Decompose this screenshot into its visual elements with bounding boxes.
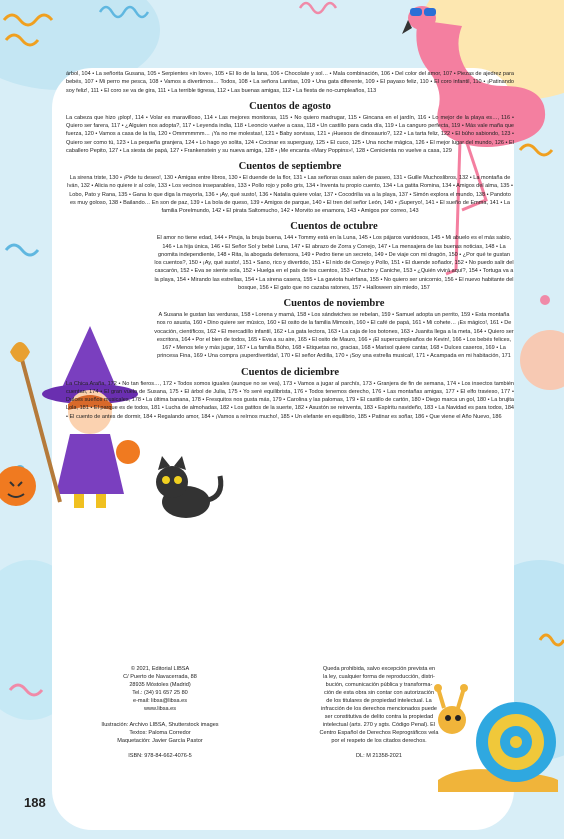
legal-line: ción de esta obra sin contar con autorización — [323, 689, 435, 696]
legal-line: Centro Español de Derechos Reprográficos vela — [319, 729, 439, 736]
section-octubre — [66, 221, 514, 292]
credit-line: e-mail: libsa@libsa.es — [132, 697, 188, 704]
legal-line: la ley, cualquier forma de reproducción, distri- — [323, 673, 435, 680]
legal-line: por el respeto de los citados derechos. — [331, 737, 427, 744]
credit-line: Maquetación: Javier García Pastor — [117, 737, 203, 744]
publisher-info — [60, 666, 260, 761]
section-text: La sirena triste, 130 • ¡Pide tu deseo!, 130 • Amigas entre libros, 130 • El duende de la flor, 131 • Las señoras osas salen de paseo, 131 • Guille Muchoslibros, 132 • La montaña de Iván, 132 • Alicia no quiere ir al cole, 133 • Los vecinos inseparables, 133 • Pollo rojo y pollo gris, 134 • Inventa tu propio cuento, 134 • La gatita Romina, 134 • Amigos del alma, 135 • Lobo, Pato y Rana, 135 • Gana lo que diga la mayoría, 136 • ¡Ay, qué susto!, 136 • Natalia quiere volar, 137 • Cocodrilia va a la playa, 137 • Simón explora el mundo, 138 • Pandoto es muy goloso, 138 • Bailando… En son de paz, 139 • La bola de queso, 139 • Amigos de parque, 140 • El tren del señor León, 140 • ¡Superyo!, 141 • El sueño de Emma, 141 • La familia Porelmundo, 142 • El pirata Saltomucho, 142 • Morvito se enamora, 143 • Amigos por correo, 143 — [67, 175, 513, 214]
legal-deposit: DL: M 21358-2021 — [356, 753, 402, 760]
section-title: Cuentos de agosto — [249, 100, 331, 112]
legal-line: ser constitutiva de delito contra la propiedad — [324, 713, 434, 720]
section-text: El amor no tiene edad, 144 • Piruja, la bruja buena, 144 • Tommy está en la Luna, 145 • Los pájaros vanidosos, 145 • Mi abuelo es el más sabio, 146 • La hija única, 146 • El Señor Sol y bebé Luna, 147 • El abrazo de Zorra y Conejo, 147 • La mensajera de las buenas noticias, 148 • La gnomita independiente, 148 • Rita, la abogada defensora, 149 • Pedro tiene un secreto, 149 • De viaje con mi dragón, 150 • ¿Por qué te gustan los cuentos?, 150 • ¡Ay, qué susto!, 151 • Sano, rico y divertido, 151 • El nido de Conejo y Pollo, 151 • El duende soñador, 152 • No puedo salir del cascarón, 152 • Eva se siente sola, 152 • Huelga en el país de los cuentos, 153 • Chucho y Caniche, 153 • ¿Quién vivirá aquí?, 154 • Tortuga va a la playa, 154 • Mirando las estrellas, 154 • La sirena casera, 155 • La gaviota huérfana, 155 • No quiero ser unicornio, 156 • El nuevo habitante del bosque, 156 • El gato que no cazaba ratones, 157 • Halloween sin miedo, 157 — [154, 235, 514, 291]
legal-line: bución, comunicación pública y transforma- — [325, 681, 433, 688]
legal-line: intelectual (arts. 270 y sgts. Código Penal). El — [322, 721, 436, 728]
cat-illustration — [148, 452, 228, 522]
section-title: Cuentos de octubre — [290, 221, 378, 233]
legal-line: infracción de los derechos mencionados puede — [321, 705, 437, 712]
credit-line: Tel.: (34) 91 657 25 80 — [132, 689, 188, 696]
credit-line: Ilustración: Archivo LIBSA, Shutterstock images — [101, 721, 219, 728]
credit-line: Textos: Paloma Corredor — [129, 729, 191, 736]
section-septiembre — [66, 161, 514, 215]
section-text: A Susana le gustan las verduras, 158 • Lorena y mamá, 158 • Los sándwiches se rebelan, 159 • Samuel adopta un perrito, 159 • Esta montaña nos ro asusta, 160 • Dino quiere ser músico, 160 • El osito de la familia Mimosín, 160 • El café de papá, 161 • Mi cohete… ¡Es mágico!, 161 • De vocación, científicos, 162 • El mercadillo infantil, 162 • La gata lectora, 163 • La caja de los botones, 163 • Juanita llega a la meta, 164 • Quiero ser escritora, 164 • Por el bien de todos, 165 • Eva a su aire, 165 • El osito de Mauro, 166 • ¡El supercumpleaños de Kevin!, 166 • Los bebés felices, 167 • Menos tele y más jugar, 167 • La familia Búho, 168 • Etiquetas no, gracias, 168 • Marisol quiere cantar, 168 • Dulces caseros, 169 • La princesa Fina, 169 • Una compra ¡superdivertida!, 170 • El señor Ardilla, 170 • ¡Soy una estrella musical!, 171 • Acampada en mi habitación, 171 — [154, 312, 514, 360]
credit-line: © 2021, Editorial LIBSA — [130, 666, 190, 672]
section-noviembre — [66, 298, 514, 361]
intro-paragraph: árbol, 104 • La señorita Gusana, 105 • Serpientes «in love», 105 • El lío de la lana, 106 • Chocolate y sol… • Mala combinación, 106 • Del color del amor, 107 • Piezas de ajedrez para bebés, 107 • Mi perro me pesca, 108 • Vamos a divertirnos… Todos, 108 • La señora Lanitas, 109 • Una gata diferente, 109 • El payaso feliz, 110 • El coro infantil, 110 • ¡Patinando soy feliz!, 111 • El coro se va de gira, 111 • La terrible tigresa, 112 • Las buenas amigas, 112 • La fiesta de no-cumpleaños, 113 — [66, 71, 514, 94]
section-agosto — [66, 101, 514, 155]
section-diciembre — [66, 367, 514, 421]
section-text: La cabeza que hizo ¡plop!, 114 • Volar es maravilloso, 114 • Las mejores monitoras, 115 • No quiero madrugar, 115 • Gincana en el jardín, 116 • Lo mejor de la playa es…, 116 • Quiero ser farera, 117 • ¿Alguien nos adopta?, 117 • Leyenda india, 118 • Leoncio vuelve a casa, 118 • Un castillo para cada día, 119 • La canguro perfecta, 119 • Más vale maña que fuerza, 120 • Vamos a casa de la tía, 120 • Ommmmmm… ¡Ya no me molestas!, 121 • Baby sorvisas, 121 • ¡Huesos de dinosaurio?, 122 • La tarta feliz, 122 • El búho sabiondo, 123 • Quiero ser como tú, 123 • La pequeña granjera, 124 • Lo hago yo solita, 124 • Cocinar es superguay, 125 • El cuco, 125 • Una noche mágica, 126 • El mejor lugar del mundo, 126 • El caballero Pepito, 127 • La siesta de papá, 127 • Frankenstein y su nueva amiga, 128 • ¡Me encanta «Mary Poppins»!, 128 • Cenicienta no vuelve a casa, 129 — [66, 114, 514, 154]
section-title: Cuentos de septiembre — [238, 161, 342, 172]
credits-block — [60, 666, 500, 761]
credit-line: 28935 Móstoles (Madrid) — [129, 681, 191, 688]
legal-line: de los titulares de propiedad intelectual. La — [326, 697, 432, 704]
credit-line: www.libsa.es — [143, 705, 177, 712]
section-title: Cuentos de noviembre — [283, 298, 385, 309]
section-title: Cuentos de diciembre — [240, 366, 340, 378]
story-index — [66, 70, 514, 421]
legal-line: Queda prohibida, salvo excepción prevista en — [322, 666, 436, 672]
isbn: ISBN: 978-84-662-4076-5 — [128, 753, 192, 760]
section-text: La Chica Araña, 172 • No tan fieros…, 172 • Todos somos iguales (aunque no se vea), 173 • Vamos a jugar al parchís, 173 • Granjera de fin de semana, 174 • Los insectos también cuentan, 174 • El gran vuelo de Susana, 175 • El árbol de Julia, 175 • Yo seré equilibrista, 176 • Todos tenemos derecho, 176 • Las montañas amigas, 177 • El elfo travieso, 177 • Dulces sueños musicales, 178 • La última banana, 178 • Fresquitos nos gusta más, 179 • Carolina y las palomas, 179 • El castillo de cartón, 180 • Diego marca un gol, 180 • La brujita Lola, 181 • El parque es de todos, 181 • Lucha de almohadas, 182 • Los gatitos de la suerte, 182 • Asustón se reinventa, 183 • Espíritu navideño, 183 • La Navidad es para todos, 184 • El cuento de antes de dormir, 184 • Regalando amor, 184 • ¡Vamos a reírnos mucho!, 185 • Un elefante en equilibrio, 185 • Patinar es soñar, 186 • Que viene el Año Nuevo, 186 — [66, 380, 514, 420]
credit-line: C/ Puerto de Navacerrada, 88 — [123, 673, 197, 680]
page-number: 188 — [24, 795, 46, 810]
legal-notice — [272, 666, 486, 761]
